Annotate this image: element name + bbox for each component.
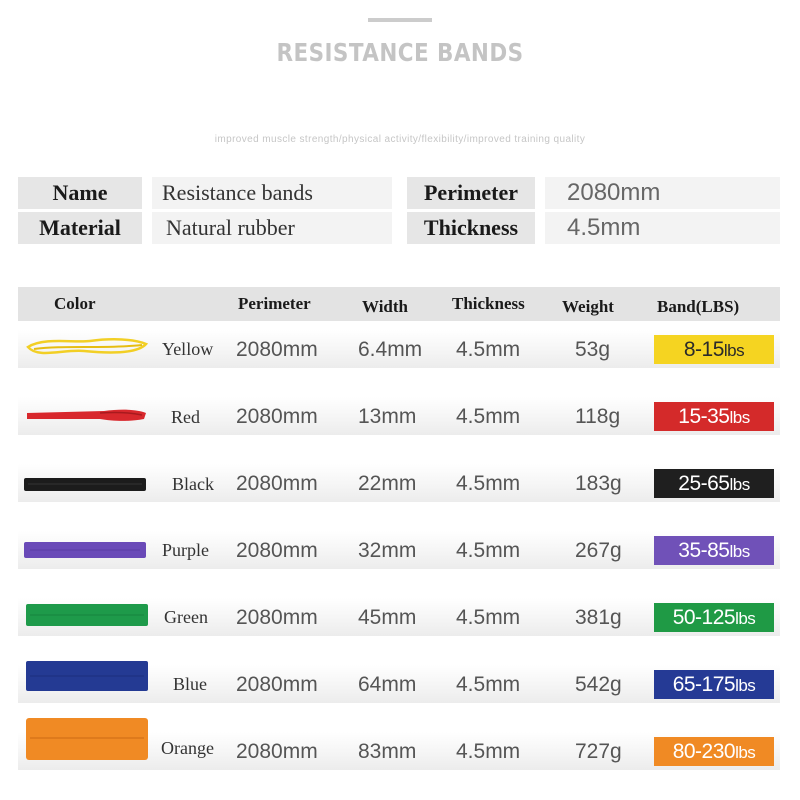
thickness-cell: 4.5mm <box>456 606 521 629</box>
thickness-cell: 4.5mm <box>456 472 521 495</box>
perimeter-cell: 2080mm <box>236 338 318 361</box>
color-name: Yellow <box>162 339 214 359</box>
weight-cell: 727g <box>575 740 622 763</box>
table-header <box>18 287 780 321</box>
black-band-icon <box>22 474 148 496</box>
perimeter-cell: 2080mm <box>236 405 318 428</box>
page-subtitle: improved muscle strength/physical activity/flexibility/improved training quality <box>214 134 586 145</box>
blue-band-icon <box>24 659 150 693</box>
purple-band-icon <box>22 539 148 561</box>
band-badge-blue: 65-175lbs <box>654 670 774 699</box>
spec-thickness-value: 4.5mm <box>545 212 780 244</box>
perimeter-cell: 2080mm <box>236 740 318 763</box>
spec-material-value: Natural rubber <box>152 212 392 244</box>
yellow-band-icon <box>24 333 150 361</box>
width-cell: 45mm <box>358 606 417 629</box>
color-name: Blue <box>173 674 207 694</box>
color-name: Red <box>171 407 200 427</box>
width-cell: 64mm <box>358 673 417 696</box>
spec-material-label: Material <box>18 212 142 244</box>
perimeter-cell: 2080mm <box>236 673 318 696</box>
spec-name-label: Name <box>18 177 142 209</box>
color-name: Purple <box>162 540 209 560</box>
top-divider <box>368 18 432 22</box>
thickness-cell: 4.5mm <box>456 673 521 696</box>
band-badge-black: 25-65lbs <box>654 469 774 498</box>
header-color: Color <box>54 294 96 313</box>
perimeter-cell: 2080mm <box>236 606 318 629</box>
width-cell: 83mm <box>358 740 417 763</box>
header-weight: Weight <box>562 297 614 316</box>
header-band: Band(LBS) <box>657 297 740 316</box>
weight-cell: 381g <box>575 606 622 629</box>
band-badge-green: 50-125lbs <box>654 603 774 632</box>
weight-cell: 118g <box>575 405 621 428</box>
thickness-cell: 4.5mm <box>456 405 521 428</box>
band-badge-orange: 80-230lbs <box>654 737 774 766</box>
color-name: Orange <box>161 738 214 758</box>
thickness-cell: 4.5mm <box>456 338 521 361</box>
color-name: Black <box>172 474 214 494</box>
red-band-icon <box>24 405 150 427</box>
spec-name-value: Resistance bands <box>152 177 392 209</box>
weight-cell: 53g <box>575 338 611 361</box>
weight-cell: 183g <box>575 472 622 495</box>
width-cell: 32mm <box>358 539 417 562</box>
band-badge-purple: 35-85lbs <box>654 536 774 565</box>
band-badge-red: 15-35lbs <box>654 402 774 431</box>
orange-band-icon <box>24 716 150 762</box>
thickness-cell: 4.5mm <box>456 539 521 562</box>
width-cell: 22mm <box>358 472 417 495</box>
perimeter-cell: 2080mm <box>236 472 318 495</box>
perimeter-cell: 2080mm <box>236 539 318 562</box>
spec-perimeter-value: 2080mm <box>545 177 780 209</box>
band-badge-yellow: 8-15lbs <box>654 335 774 364</box>
spec-thickness-label: Thickness <box>407 212 535 244</box>
width-cell: 13mm <box>358 405 417 428</box>
page-title: RESISTANCE BANDS <box>276 38 524 67</box>
thickness-cell: 4.5mm <box>456 740 521 763</box>
color-name: Green <box>164 607 208 627</box>
green-band-icon <box>24 602 150 628</box>
weight-cell: 267g <box>575 539 622 562</box>
header-perimeter: Perimeter <box>238 294 311 313</box>
spec-perimeter-label: Perimeter <box>407 177 535 209</box>
header-thickness: Thickness <box>452 294 525 313</box>
weight-cell: 542g <box>575 673 622 696</box>
header-width: Width <box>362 297 408 316</box>
width-cell: 6.4mm <box>358 338 423 361</box>
